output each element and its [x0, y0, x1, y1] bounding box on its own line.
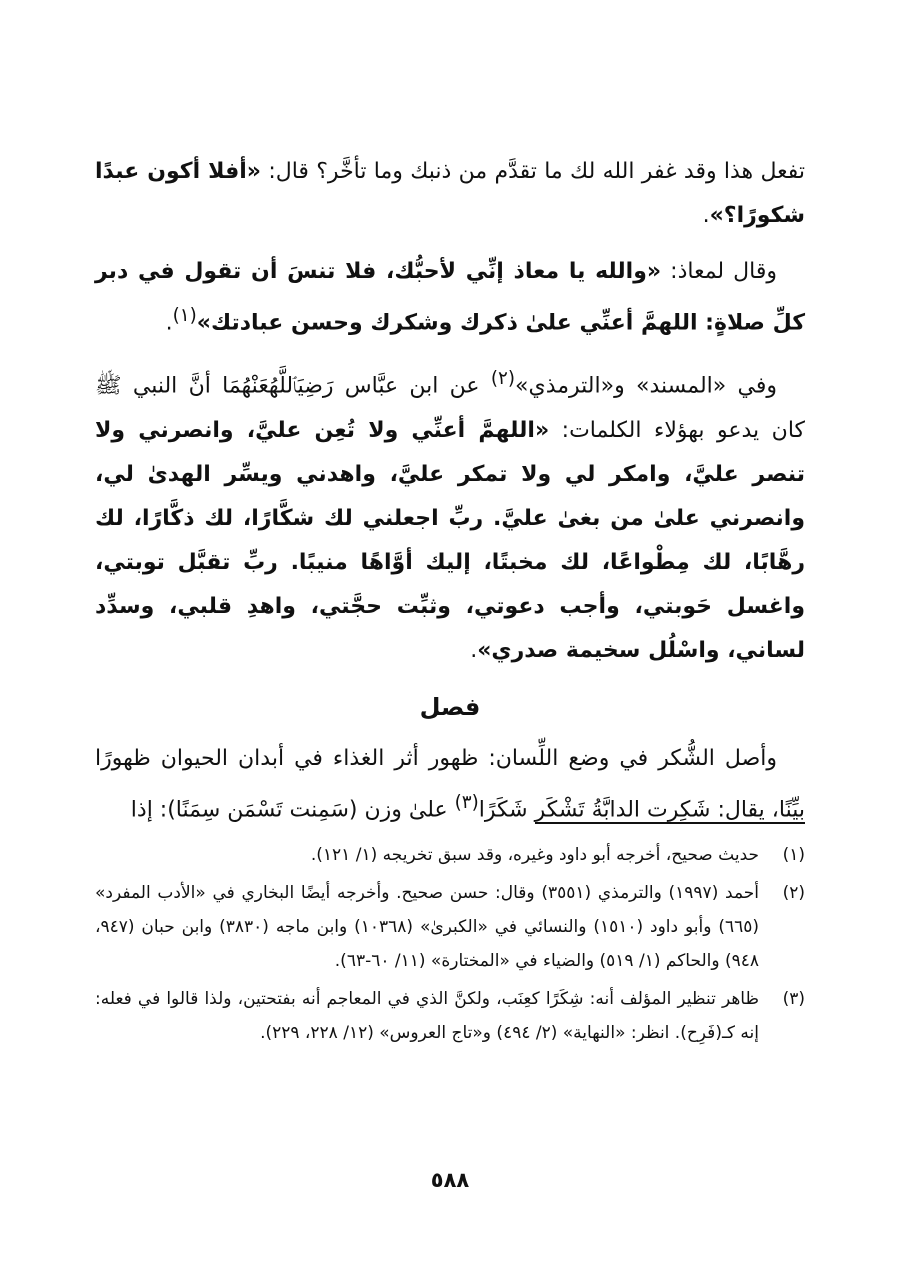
paragraph-2-end: .: [165, 310, 173, 336]
paragraph-4: [95, 737, 805, 832]
footnote-number: (٢): [782, 883, 805, 903]
footnote-3: [95, 982, 805, 1050]
footnotes: [95, 838, 805, 1054]
footnote-number: (١): [782, 845, 805, 865]
paragraph-2: [95, 250, 805, 345]
paragraph-2-quote: «والله يا معاذ إنِّي لأحبُّك، فلا تنسَ أن تقول في دبر كلِّ صلاةٍ: اللهمَّ أعنِّي علىٰ ذكرك وشكرك وحسن عبادتك»: [95, 259, 805, 336]
footnote-text: أحمد (١٩٩٧) والترمذي (٣٥٥١) وقال: حسن صحيح. وأخرجه أيضًا البخاري في «الأدب المفرد» (٦٦٥) وأبو داود (١٥١٠) والنسائي في «الكبرىٰ» (١٠٣٦٨) وابن ماجه (٣٨٣٠) وابن حبان (٩٤٧، ٩٤٨) والحاكم (١/ ٥١٩) والضياء في «المختارة» (١١/ ٦٠-٦٣).: [95, 883, 760, 971]
footnote-text: ظاهر تنظير المؤلف أنه: شِكَرًا كعِنَب، ولكنَّ الذي في المعاجم أنه بفتحتين، ولذا قالوا في فعله: إنه كـ(فَرِح). انظر: «النهاية» (٢/ ٤٩٤) و«تاج العروس» (١٢/ ٢٢٨، ٢٢٩).: [95, 989, 759, 1043]
paragraph-1-end: .: [702, 203, 710, 228]
paragraph-4-end: علىٰ وزن (سَمِنت تَسْمَن سِمَنًا): إذا: [130, 796, 455, 822]
paragraph-1-quote: «أفلا أكون عبدًا شكورًا؟»: [95, 159, 805, 228]
footnote-ref-1: (١): [172, 305, 197, 326]
footnote-ref-2: (٢): [490, 368, 516, 390]
paragraph-2-text: وقال لمعاذ:: [661, 259, 777, 284]
section-title: فصل: [419, 692, 481, 721]
footnote-2: [95, 876, 805, 978]
paragraph-1-text: تفعل هذا وقد غفر الله لك ما تقدَّم من ذنبك وما تأخَّر؟ قال:: [261, 159, 806, 184]
paragraph-3-quote: «اللهمَّ أعنِّي ولا تُعِن عليَّ، وانصرني ولا تنصر عليَّ، وامكر لي ولا تمكر عليَّ، واهدني ويسِّر الهدىٰ لي، وانصرني علىٰ من بغىٰ عليَّ. ربِّ اجعلني لك شكَّارًا، لك ذكَّارًا، لك رهَّابًا، لك مِطْواعًا، لك مخبتًا، إليك أوَّاهًا منيبًا. ربِّ تقبَّل توبتي، واغسل حَوبتي، وأجب دعوتي، وثبِّت حجَّتي، واهدِ قلبي، وسدِّد لساني، واسْلُل سخيمة صدري»: [95, 417, 805, 663]
footnote-text: حديث صحيح، أخرجه أبو داود وغيره، وقد سبق تخريجه (١/ ١٢١).: [310, 845, 759, 865]
paragraph-3-end: .: [470, 637, 478, 663]
main-text: [95, 150, 805, 844]
footnote-ref-3: (٣): [454, 791, 479, 813]
paragraph-3: [95, 357, 805, 672]
paragraph-3-text: عن ابن عبَّاس رَضِيَٱللَّهُعَنْهُمَا أنَّ النبي ﷺ كان يدعو بهؤلاء الكلمات:: [95, 373, 805, 443]
footnote-1: [95, 838, 805, 872]
page-number: ٥٨٨: [430, 1168, 470, 1192]
paragraph-1: [95, 150, 805, 238]
paragraph-3-intro: وفي «المسند» و«الترمذي»: [515, 373, 778, 399]
footnote-number: (٣): [782, 989, 805, 1009]
paragraph-4-text: وأصل الشُّكر في وضع اللِّسان: ظهور أثر الغذاء في أبدان الحيوان ظهورًا بيِّنًا، يقال: شَكِرت الدابَّةُ تَشْكَر شَكَرًا: [95, 745, 805, 822]
footnote-divider: [535, 822, 805, 824]
